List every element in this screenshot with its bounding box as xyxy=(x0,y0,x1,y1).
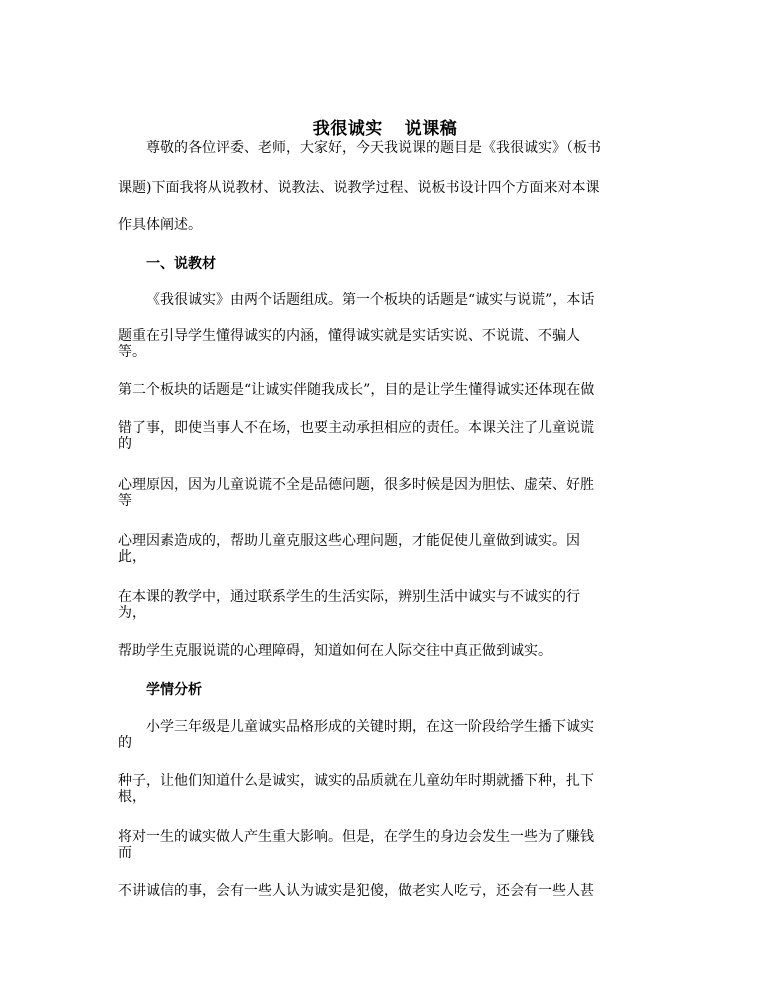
paragraph-line: 题重在引导学生懂得诚实的内涵，懂得诚实就是实话实说、不说谎、不骗人 xyxy=(118,328,580,344)
paragraph-line: 的 xyxy=(118,735,132,751)
paragraph-line: 不讲诚信的事，会有一些人认为诚实是犯傻，做老实人吃亏，还会有一些人甚 xyxy=(118,883,594,899)
paragraph-line: 心理因素造成的，帮助儿童克服这些心理问题，才能促使儿童做到诚实。因 xyxy=(118,533,580,549)
paragraph-line: 种子，让他们知道什么是诚实，诚实的品质就在儿童幼年时期就播下种，扎下 xyxy=(118,773,594,789)
paragraph-line: 错了事，即使当事人不在场，也要主动承担相应的责任。本课关注了儿童说谎 xyxy=(118,420,594,436)
paragraph-line: 为， xyxy=(118,605,146,621)
title-part-1: 我很诚实 xyxy=(312,119,383,139)
paragraph-line: 帮助学生克服说谎的心理障碍，知道如何在人际交往中真正做到诚实。 xyxy=(118,643,552,659)
paragraph-line: 心理原因，因为儿童说谎不全是品德问题，很多时候是因为胆怯、虚荣、好胜 xyxy=(118,477,594,493)
section-heading: 学情分析 xyxy=(146,682,202,698)
paragraph-line: 而 xyxy=(118,845,132,861)
paragraph-line: 小学三年级是儿童诚实品格形成的关键时期，在这一阶段给学生播下诚实 xyxy=(146,719,594,735)
page-title xyxy=(0,114,770,139)
paragraph-line: 的 xyxy=(118,436,132,452)
paragraph-line: 等。 xyxy=(118,344,146,360)
paragraph-line: 第二个板块的话题是“让诚实伴随我成长”，目的是让学生懂得诚实还体现在做 xyxy=(118,382,595,398)
paragraph-line: 此， xyxy=(118,549,146,565)
title-part-2: 说课稿 xyxy=(404,119,458,139)
paragraph-line: 《我很诚实》由两个话题组成。第一个板块的话题是“诚实与说谎”，本话 xyxy=(146,292,595,308)
section-heading: 一、说教材 xyxy=(146,256,216,272)
paragraph-line: 尊敬的各位评委、老师，大家好，今天我说课的题目是《我很诚实》（板书 xyxy=(146,140,601,156)
paragraph-line: 等 xyxy=(118,493,132,509)
paragraph-line: 作具体阐述。 xyxy=(118,217,202,233)
paragraph-line: 根， xyxy=(118,789,146,805)
paragraph-line: 在本课的教学中，通过联系学生的生活实际，辨别生活中诚实与不诚实的行 xyxy=(118,589,580,605)
paragraph-line: 课题)下面我将从说教材、说教法、说教学过程、说板书设计四个方面来对本课 xyxy=(118,180,600,196)
paragraph-line: 将对一生的诚实做人产生重大影响。但是，在学生的身边会发生一些为了赚钱 xyxy=(118,829,594,845)
